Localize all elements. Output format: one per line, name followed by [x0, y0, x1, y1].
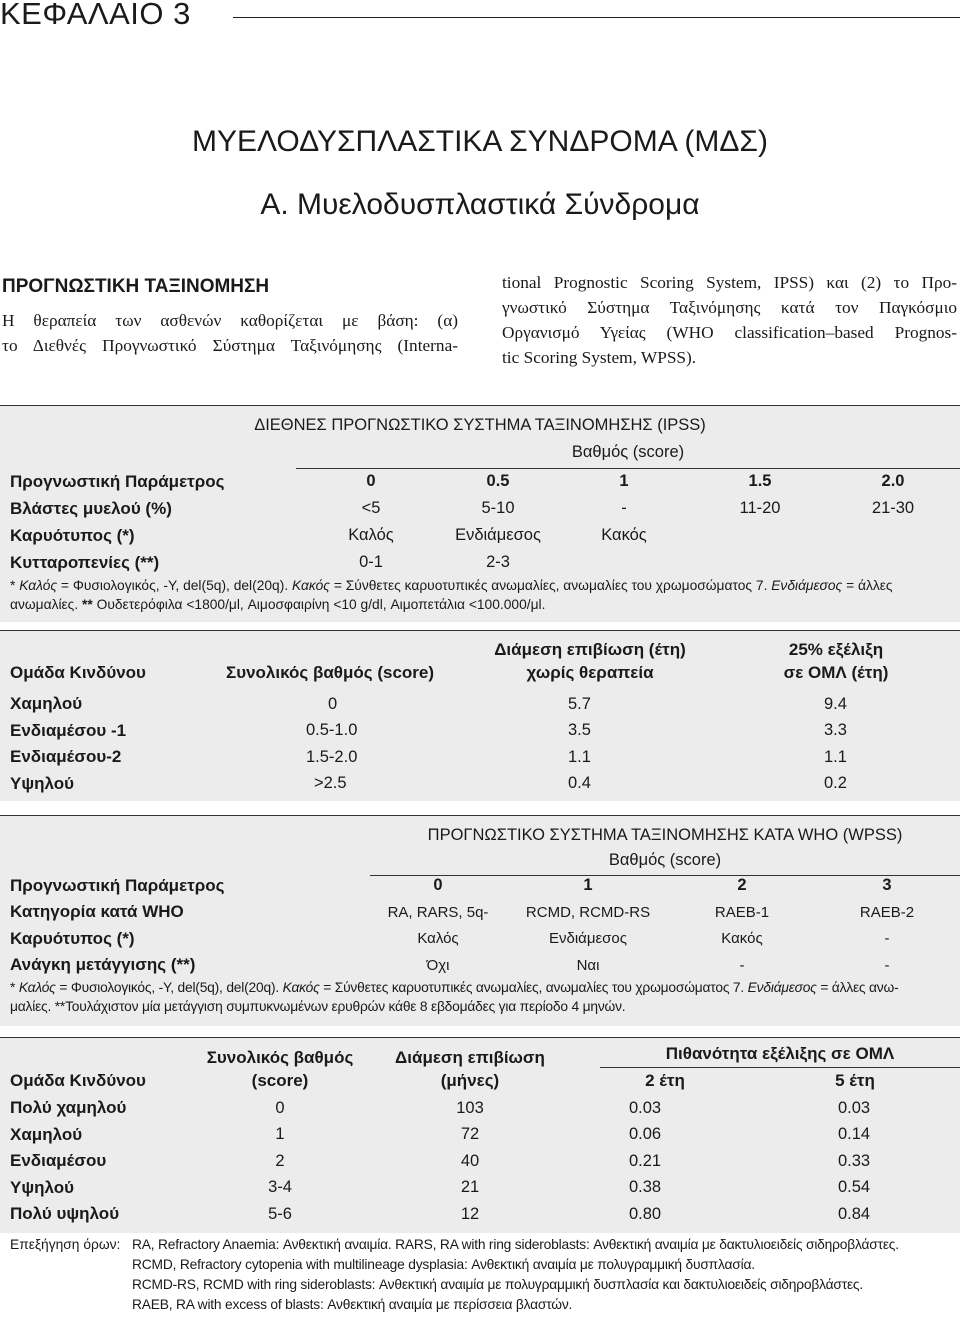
- footnote-term: Ενδιάμεσος: [747, 980, 817, 995]
- table-cell: [826, 522, 960, 549]
- header-median-survival: Διάμεση επιβίωση: [395, 1048, 545, 1067]
- table-row: [0, 771, 960, 798]
- footnote-term: Κακός: [282, 980, 320, 995]
- table-row: [0, 1201, 960, 1228]
- ipss-header-score: 2.0: [881, 472, 905, 490]
- ipss-footnote: [10, 576, 955, 614]
- row-label: Ενδιαμέσου: [10, 1151, 107, 1171]
- table-cell: RCMD, RCMD-RS: [525, 903, 651, 921]
- wpss-header-score: 0: [433, 876, 443, 894]
- aml-probability-rule: [600, 1067, 960, 1068]
- header-median-survival: Διάμεση επιβίωση (έτη): [494, 640, 686, 659]
- row-label: Πολύ υψηλού: [10, 1204, 120, 1224]
- footnote-text: μαλίες. **Τουλάχιστον μία μετάγγιση συμπυκνωμένων ερυθρών κάθε 8 εβδομάδες για περίοδο 4 μηνών.: [10, 999, 626, 1014]
- table-cell: 1.1: [824, 747, 847, 766]
- ipss-header-score: 1: [619, 472, 629, 490]
- table-cell: Καλός: [348, 526, 394, 544]
- legend-line: RCMD, Refractory cytopenia with multilineage dysplasia: Ανθεκτική αναιμία με πολυγραμμική δυσπλασία.: [132, 1257, 755, 1272]
- wpss-risk-panel: [0, 1037, 960, 1233]
- table-cell: [694, 522, 826, 549]
- table-cell: <5: [361, 499, 381, 517]
- intro-column-2: [502, 270, 957, 370]
- table-cell: 0.2: [824, 774, 847, 793]
- header-risk-group: Ομάδα Κινδύνου: [10, 663, 146, 682]
- footnote-term: Καλός: [18, 980, 56, 995]
- header-total-score: Συνολικός βαθμός (score): [226, 663, 435, 682]
- table-cell: 0: [328, 694, 338, 713]
- wpss-header-score: 1: [583, 876, 593, 894]
- footnote-term: Ενδιάμεσος: [771, 578, 843, 593]
- table-cell: 1.1: [568, 747, 591, 766]
- table-cell: 5.7: [568, 694, 591, 713]
- ipss-header-score: 1.5: [748, 472, 772, 490]
- table-cell: RAEB-2: [859, 903, 915, 921]
- wpss-panel: [0, 815, 960, 1026]
- intro-line: Η θεραπεία των ασθενών καθορίζεται με βάση: (α): [2, 311, 458, 330]
- table-cell: 0.5-1.0: [306, 721, 358, 740]
- wpss-footnote: [10, 978, 955, 1016]
- row-label: Κυτταροπενίες (**): [10, 552, 160, 572]
- legend-line: RCMD-RS, RCMD with ring sideroblasts: Ανθεκτική αναιμία με πολυγραμμική δυσπλασία και δακτυλιοειδείς σιδηροβλάστες.: [132, 1277, 863, 1292]
- table-cell: 12: [460, 1204, 480, 1223]
- table-cell: 0.03: [838, 1098, 871, 1117]
- table-cell: 103: [456, 1098, 484, 1117]
- table-cell: 1.5-2.0: [306, 747, 358, 766]
- table-cell: 0.06: [628, 1125, 662, 1144]
- header-median-survival-sub: χωρίς θεραπεία: [526, 663, 654, 682]
- table-cell: Ενδιάμεσος: [455, 526, 541, 544]
- row-label: Υψηλού: [10, 773, 75, 793]
- chapter-rule: [233, 17, 960, 18]
- table-cell: -: [884, 930, 890, 948]
- footnote-text: = Σύνθετες καρυοτυπικές ανωμαλίες, ανωμαλίες του χρωμοσώματος 7.: [330, 578, 772, 593]
- table-cell: [826, 549, 960, 576]
- header-aml-progression-sub: σε ΟΜΛ (έτη): [783, 663, 889, 682]
- header-total-score: Συνολικός βαθμός: [206, 1048, 354, 1067]
- footnote-mark: **: [82, 597, 93, 612]
- header-aml-progression: 25% εξέλιξη: [788, 640, 884, 659]
- table-cell: >2.5: [314, 774, 347, 793]
- footnote-text: *: [10, 980, 19, 995]
- ipss-header-param: Προγνωστική Παράμετρος: [10, 471, 225, 491]
- header-median-survival-sub: (μήνες): [440, 1071, 500, 1090]
- row-label: Ανάγκη μετάγγισης (**): [10, 955, 196, 975]
- row-label: Κατηγορία κατά WHO: [10, 902, 184, 922]
- table-cell: 21: [460, 1178, 480, 1197]
- ipss-header-score: 0: [366, 472, 376, 490]
- footnote-text: = άλλες ανωμαλίες.: [10, 578, 893, 612]
- wpss-header-param: Προγνωστική Παράμετρος: [10, 875, 225, 895]
- header-5-years: 5 έτη: [835, 1071, 875, 1090]
- table-row: [0, 1175, 960, 1202]
- table-row: [0, 549, 960, 576]
- table-cell: RA, RARS, 5q-: [387, 903, 489, 921]
- table-cell: 0.03: [628, 1098, 662, 1117]
- ipss-table: [0, 468, 960, 576]
- table-row: [0, 718, 960, 745]
- table-cell: 3-4: [268, 1178, 292, 1197]
- table-cell: Κακός: [601, 526, 647, 544]
- footnote-text: = άλλες ανω-: [816, 980, 899, 995]
- intro-line: tic Scoring System, WPSS).: [502, 348, 697, 367]
- wpss-table: [0, 872, 960, 979]
- footnote-text: Ουδετερόφιλα <1800/μl, Αιμοσφαιρίνη <10 g/dl, Αιμοπετάλια <100.000/μl.: [92, 597, 546, 612]
- wpss-score-label: Βαθμός (score): [608, 851, 722, 869]
- table-row: [0, 952, 960, 979]
- table-cell: 21-30: [871, 499, 915, 517]
- row-label: Χαμηλού: [10, 1124, 83, 1144]
- table-cell: Καλός: [417, 930, 459, 948]
- row-label: Χαμηλού: [10, 694, 83, 714]
- header-risk-group: Ομάδα Κινδύνου: [10, 1071, 146, 1090]
- table-cell: 0.84: [838, 1204, 871, 1223]
- table-cell: 2-3: [486, 553, 510, 571]
- ipss-risk-table: [0, 691, 960, 797]
- row-label: Καρυότυπος (*): [10, 928, 135, 948]
- ipss-header-score: 0.5: [486, 472, 510, 490]
- table-row: [0, 1095, 960, 1122]
- row-label: Καρυότυπος (*): [10, 525, 135, 545]
- table-cell: 0-1: [359, 553, 383, 571]
- footnote-term: Καλός: [19, 578, 58, 593]
- legend-line: RA, Refractory Anaemia: Ανθεκτική αναιμία. RARS, RA with ring sideroblasts: Ανθεκτική αναιμία με δακτυλιοειδείς σιδηροβλάστες.: [132, 1237, 899, 1252]
- row-label: Πολύ χαμηλού: [10, 1098, 127, 1118]
- footnote-text: = Φυσιολογικός, -Y, del(5q), del(20q).: [57, 578, 292, 593]
- wpss-header-row: [0, 872, 960, 899]
- table-cell: RAEB-1: [714, 903, 770, 921]
- footnote-term: Κακός: [292, 578, 331, 593]
- table-cell: 3.5: [568, 721, 591, 740]
- footnote-text: *: [10, 578, 20, 593]
- table-cell: 1: [275, 1125, 285, 1144]
- header-2-years: 2 έτη: [645, 1071, 685, 1090]
- table-cell: -: [884, 956, 890, 974]
- table-row: [0, 495, 960, 522]
- row-label: Ενδιαμέσου-2: [10, 747, 122, 767]
- ipss-title: ΔΙΕΘΝΕΣ ΠΡΟΓΝΩΣΤΙΚΟ ΣΥΣΤΗΜΑ ΤΑΞΙΝΟΜΗΣΗΣ (IPSS): [254, 416, 706, 434]
- table-row: [0, 744, 960, 771]
- table-cell: 0.21: [628, 1151, 662, 1170]
- table-cell: 0.4: [568, 774, 591, 793]
- ipss-header-row: [0, 468, 960, 495]
- ipss-panel: [0, 405, 960, 622]
- table-cell: 11-20: [739, 499, 781, 517]
- table-cell: [694, 549, 826, 576]
- legend-label: Επεξήγηση όρων:: [10, 1237, 121, 1252]
- main-title: ΜΥΕΛΟΔΥΣΠΛΑΣΤΙΚΑ ΣΥΝΔΡΟΜΑ (ΜΔΣ): [192, 125, 768, 158]
- legend-line: RAEB, RA with excess of blasts: Ανθεκτική αναιμία με περίσσεια βλαστών.: [132, 1297, 573, 1312]
- intro-column-1: [2, 308, 458, 358]
- intro-line: γνωστικό Σύστημα Ταξινόμησης κατά τον Παγκόσμιο: [502, 298, 957, 317]
- table-cell: Ναι: [576, 956, 600, 974]
- wpss-header-score: 2: [737, 876, 747, 894]
- table-cell: 0: [275, 1098, 285, 1117]
- chapter-heading: ΚΕΦΑΛΑΙΟ 3: [0, 0, 191, 31]
- footnote-text: = Σύνθετες καρυοτυπικές ανωμαλίες, ανωμαλίες του χρωμοσώματος 7.: [319, 980, 748, 995]
- sub-title: Α. Μυελοδυσπλαστικά Σύνδρομα: [260, 188, 700, 221]
- table-row: [0, 899, 960, 926]
- table-cell: 5-10: [481, 499, 515, 517]
- table-cell: 0.80: [628, 1204, 662, 1223]
- table-cell: Ενδιάμεσος: [548, 930, 628, 948]
- table-cell: [554, 549, 694, 576]
- table-cell: -: [739, 956, 745, 974]
- header-aml-probability: Πιθανότητα εξέλιξης σε ΟΜΛ: [665, 1044, 895, 1063]
- table-cell: Κακός: [721, 930, 763, 948]
- table-row: [0, 1148, 960, 1175]
- table-row: [0, 1122, 960, 1149]
- table-cell: 40: [460, 1151, 480, 1170]
- table-cell: 9.4: [824, 694, 847, 713]
- table-cell: 0.54: [838, 1178, 871, 1197]
- row-label: Υψηλού: [10, 1177, 75, 1197]
- table-row: [0, 926, 960, 953]
- table-cell: 5-6: [268, 1204, 292, 1223]
- table-cell: 0.14: [838, 1125, 871, 1144]
- header-total-score-sub: (score): [251, 1071, 309, 1090]
- wpss-title: ΠΡΟΓΝΩΣΤΙΚΟ ΣΥΣΤΗΜΑ ΤΑΞΙΝΟΜΗΣΗΣ ΚΑΤΑ WHO (WPSS): [427, 826, 903, 844]
- table-cell: 3.3: [824, 721, 847, 740]
- table-row: [0, 691, 960, 718]
- ipss-risk-panel: [0, 630, 960, 801]
- table-cell: -: [621, 499, 627, 517]
- table-cell: 2: [275, 1151, 285, 1170]
- footnote-text: = Φυσιολογικός, -Y, del(5q), del(20q).: [55, 980, 283, 995]
- table-row: [0, 522, 960, 549]
- wpss-header-score: 3: [882, 876, 892, 894]
- ipss-score-label: Βαθμός (score): [571, 443, 685, 461]
- table-cell: 0.33: [838, 1151, 871, 1170]
- table-cell: Όχι: [426, 956, 450, 974]
- intro-line: το Διεθνές Προγνωστικό Σύστημα Ταξινόμησης (Interna-: [2, 336, 458, 355]
- intro-line: Οργανισμό Υγείας (WHO classification–based Prognos-: [502, 323, 957, 342]
- wpss-risk-table: [0, 1095, 960, 1228]
- row-label: Ενδιαμέσου -1: [10, 720, 127, 740]
- legend-lines: [132, 1235, 960, 1315]
- table-cell: 72: [460, 1125, 480, 1144]
- section-title: ΠΡΟΓΝΩΣΤΙΚΗ ΤΑΞΙΝΟΜΗΣΗ: [2, 276, 270, 297]
- row-label: Βλάστες μυελού (%): [10, 498, 172, 518]
- table-cell: 0.38: [628, 1178, 662, 1197]
- intro-line: tional Prognostic Scoring System, IPSS) και (2) το Προ-: [502, 273, 957, 292]
